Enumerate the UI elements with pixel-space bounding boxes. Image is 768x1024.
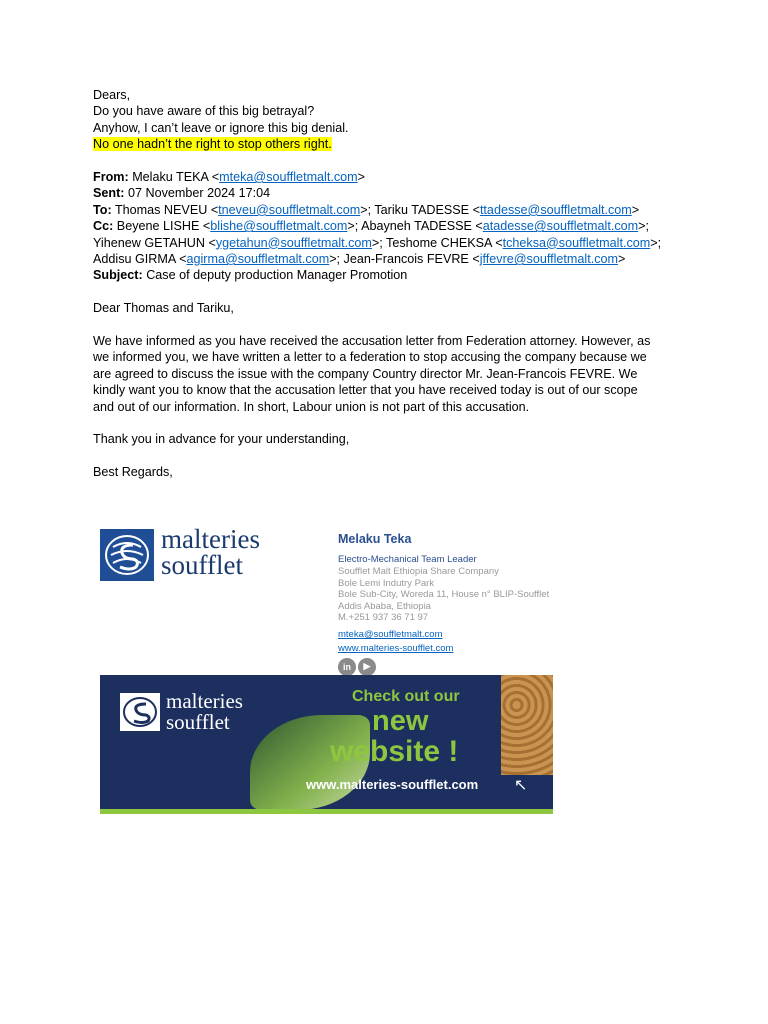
cc-email-link-3[interactable]: ygetahun@souffletmalt.com [215, 235, 372, 250]
email-body [93, 87, 683, 481]
banner-logo-mark-icon [120, 693, 160, 731]
signature-block [100, 524, 620, 678]
signature-phone: M.+251 937 36 71 97 [338, 612, 429, 624]
malteries-logo [100, 524, 290, 584]
banner-green-stripe [100, 809, 553, 814]
paragraph-line-2: we informed you, we have written a letter to a federation to stop accusing the company because we [93, 350, 647, 365]
subject-line [93, 267, 683, 283]
cc-name-6: >; Jean-Francois FEVRE < [329, 252, 480, 267]
cc-label: Cc: [93, 219, 114, 234]
cc-close-6: > [618, 252, 626, 267]
cc-line-2 [93, 235, 683, 251]
banner-logo-text [166, 691, 243, 733]
cc-close-2: >; [638, 219, 649, 234]
salutation: Dear Thomas and Tariku, [93, 301, 234, 316]
social-links [338, 658, 618, 676]
banner-logo-line1: malteries [166, 689, 243, 713]
to-name-2: >; Tariku TADESSE < [360, 202, 480, 217]
signature-info [338, 531, 618, 676]
thanks-line: Thank you in advance for your understanding, [93, 432, 350, 447]
logo-text-line2: soufflet [161, 550, 243, 580]
banner-new-text: new [372, 705, 429, 737]
to-label: To: [93, 202, 112, 217]
signature-address-3: Addis Ababa, Ethiopia [338, 600, 431, 612]
to-name-1: Thomas NEVEU < [114, 202, 219, 217]
sent-value: 07 November 2024 17:04 [127, 186, 271, 201]
linkedin-icon[interactable]: in [338, 658, 356, 676]
cc-email-link-1[interactable]: blishe@souffletmalt.com [210, 219, 348, 234]
signature-address-2: Bole Sub-City, Woreda 11, House n° BLIP-Soufflet [338, 589, 550, 601]
from-line [93, 169, 683, 185]
signature-email-link[interactable]: mteka@souffletmalt.com [338, 628, 443, 640]
cc-name-5: Addisu GIRMA < [93, 252, 187, 267]
from-close: > [357, 170, 366, 185]
cc-name-1: Beyene LISHE < [116, 219, 211, 234]
logo-text-line1: malteries [161, 524, 260, 554]
to-email-link-2[interactable]: ttadesse@souffletmalt.com [479, 202, 632, 217]
from-email-link[interactable]: mteka@souffletmalt.com [219, 170, 358, 185]
website-banner[interactable] [100, 675, 553, 814]
closing-line: Best Regards, [93, 465, 173, 480]
youtube-icon[interactable]: ▶ [358, 658, 376, 676]
to-close: > [631, 202, 640, 217]
statement-line: Anyhow, I can’t leave or ignore this big denial. [93, 120, 349, 135]
from-label: From: [93, 170, 129, 185]
cc-email-link-5[interactable]: agirma@souffletmalt.com [186, 252, 330, 267]
cursor-click-icon: ↖ [514, 777, 528, 794]
to-line [93, 202, 683, 218]
paragraph-line-4: kindly want you to know that the accusation letter that you have received today is out of our scope [93, 383, 638, 398]
cc-line-3 [93, 251, 683, 267]
highlighted-text: No one hadn’t the right to stop others right. [93, 137, 332, 152]
cc-email-link-2[interactable]: atadesse@souffletmalt.com [482, 219, 639, 234]
signature-company: Soufflet Malt Ethiopia Share Company [338, 566, 499, 577]
cc-email-link-4[interactable]: tcheksa@souffletmalt.com [502, 235, 651, 250]
greeting-line: Dears, [93, 88, 131, 102]
signature-name: Melaku Teka [338, 532, 412, 546]
cc-close-4: >; [650, 235, 662, 250]
banner-logo-line2: soufflet [166, 710, 230, 734]
cc-email-link-6[interactable]: jffevre@souffletmalt.com [479, 252, 619, 267]
logo-mark-icon [100, 529, 154, 581]
malt-grain-image [501, 675, 553, 775]
cc-line-1 [93, 218, 683, 234]
from-name: Melaku TEKA < [132, 170, 220, 185]
banner-url-text[interactable]: www.malteries-soufflet.com [306, 777, 479, 792]
subject-label: Subject: [93, 268, 143, 283]
paragraph-line-5: and out of our information. In short, Labour union is not part of this accusation. [93, 399, 530, 414]
paragraph-line-1: We have informed as you have received the accusation letter from Federation attorney. However, as [93, 334, 651, 349]
signature-website-link[interactable]: www.malteries-soufflet.com [338, 642, 454, 654]
paragraph-line-3: are agreed to discuss the issue with the company Country director Mr. Jean-Francois FEVRE. We [93, 366, 638, 381]
banner-website-text: website ! [330, 735, 459, 768]
signature-role: Electro-Mechanical Team Leader [338, 554, 477, 565]
cc-name-2: >; Abayneh TADESSE < [347, 219, 483, 234]
cc-name-3: Yihenew GETAHUN < [93, 235, 216, 250]
subject-value: Case of deputy production Manager Promotion [146, 268, 408, 283]
signature-address-1: Bole Lemi Indutry Park [338, 577, 435, 589]
to-email-link-1[interactable]: tneveu@souffletmalt.com [218, 202, 361, 217]
question-line: Do you have aware of this big betrayal? [93, 104, 315, 119]
cc-name-4: >; Teshome CHEKSA < [371, 235, 503, 250]
highlighted-line [93, 136, 683, 152]
banner-check-text: Check out our [352, 688, 460, 705]
sent-label: Sent: [93, 186, 125, 201]
sent-line [93, 185, 683, 201]
